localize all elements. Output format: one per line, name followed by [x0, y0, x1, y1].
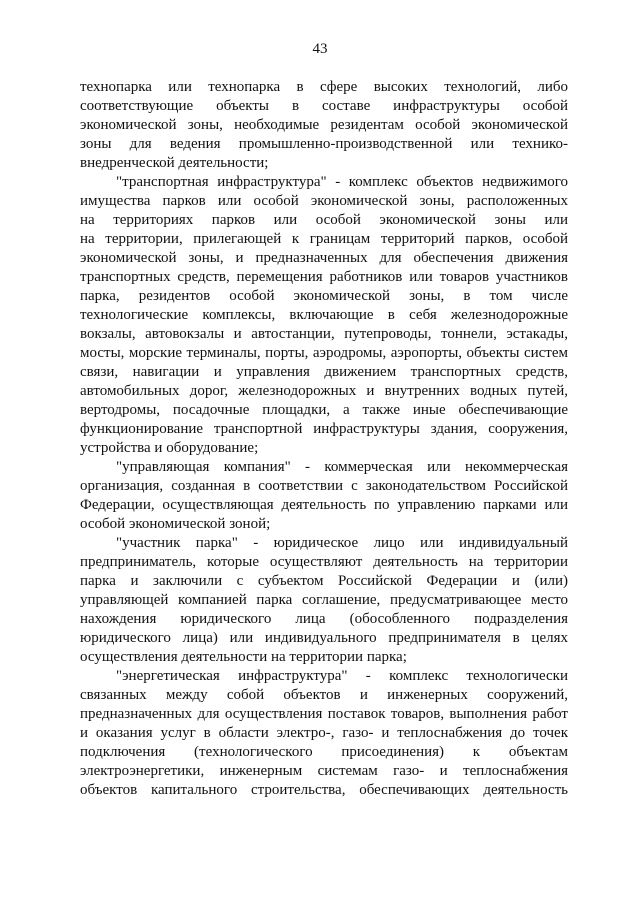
text-line: "энергетическая инфраструктура" - комплекс технологически — [116, 668, 568, 684]
text-line: соответствующие объекты в составе инфраструктуры особой — [80, 98, 568, 114]
text-line: нахождения юридического лица (обособленного подразделения — [80, 611, 568, 627]
text-line: зоны для ведения промышленно-производственной или технико- — [80, 136, 568, 152]
text-line: вертодромы, посадочные площадки, а также иные обеспечивающие — [80, 402, 568, 418]
text-line: электроэнергетики, инженерным системам газо- и теплоснабжения — [80, 763, 568, 779]
text-line: подключения (технологического присоединения) к объектам — [80, 744, 568, 760]
text-line: особой экономической зоной; — [80, 516, 271, 532]
text-line: на территориях парков или особой экономической зоны или — [80, 212, 568, 228]
text-line: парка, резидентов особой экономической зоны, в том числе — [80, 288, 568, 304]
text-line: технологические комплексы, включающие в себя железнодорожные — [80, 307, 568, 323]
text-line: технопарка или технопарка в сфере высоких технологий, либо — [80, 79, 568, 95]
text-line: "управляющая компания" - коммерческая или некоммерческая — [116, 459, 568, 475]
document-body — [80, 78, 568, 800]
text-line: организация, созданная в соответствии с законодательством Российской — [80, 478, 568, 494]
text-line: функционирование транспортной инфраструктуры здания, сооружения, — [80, 421, 568, 437]
text-line: управляющей компанией парка соглашение, предусматривающее место — [80, 592, 568, 608]
text-line: экономической зоны, и предназначенных для обеспечения движения — [80, 250, 568, 266]
paragraph — [80, 78, 568, 173]
text-line: имущества парков или особой экономической зоны, расположенных — [80, 193, 568, 209]
text-line: осуществления деятельности на территории парка; — [80, 649, 407, 665]
page-number: 43 — [312, 41, 328, 57]
text-line: объектов капитального строительства, обеспечивающих деятельность — [80, 782, 568, 798]
text-line: "транспортная инфраструктура" - комплекс объектов недвижимого — [116, 174, 568, 190]
text-line: на территории, прилегающей к границам территорий парков, особой — [80, 231, 568, 247]
text-line: вокзалы, автовокзалы и автостанции, путепроводы, тоннели, эстакады, — [80, 326, 568, 342]
text-line: и оказания услуг в области электро-, газо- и теплоснабжения до точек — [80, 725, 568, 741]
paragraph — [80, 534, 568, 667]
text-line: Федерации, осуществляющая деятельность по управлению парками или — [80, 497, 568, 513]
text-line: связанных между собой объектов и инженерных сооружений, — [80, 687, 568, 703]
text-line: юридического лица) или индивидуального предпринимателя в целях — [80, 630, 568, 646]
text-line: устройства и оборудование; — [80, 440, 259, 456]
text-line: связи, навигации и управления движением транспортных средств, — [80, 364, 568, 380]
text-line: экономической зоны, необходимые резидентам особой экономической — [80, 117, 568, 133]
text-line: мосты, морские терминалы, порты, аэродромы, аэропорты, объекты систем — [80, 345, 568, 361]
text-line: внедренческой деятельности; — [80, 155, 269, 171]
text-line: автомобильных дорог, железнодорожных и внутренних водных путей, — [80, 383, 568, 399]
text-line: предприниматель, которые осуществляют деятельность на территории — [80, 554, 568, 570]
paragraph — [80, 458, 568, 534]
paragraph — [80, 173, 568, 458]
text-line: транспортных средств, перемещения работников или товаров участников — [80, 269, 568, 285]
text-line: "участник парка" - юридическое лицо или индивидуальный — [116, 535, 568, 551]
paragraph — [80, 667, 568, 800]
text-line: предназначенных для осуществления поставок товаров, выполнения работ — [80, 706, 568, 722]
text-line: парка и заключили с субъектом Российской Федерации и (или) — [80, 573, 568, 589]
